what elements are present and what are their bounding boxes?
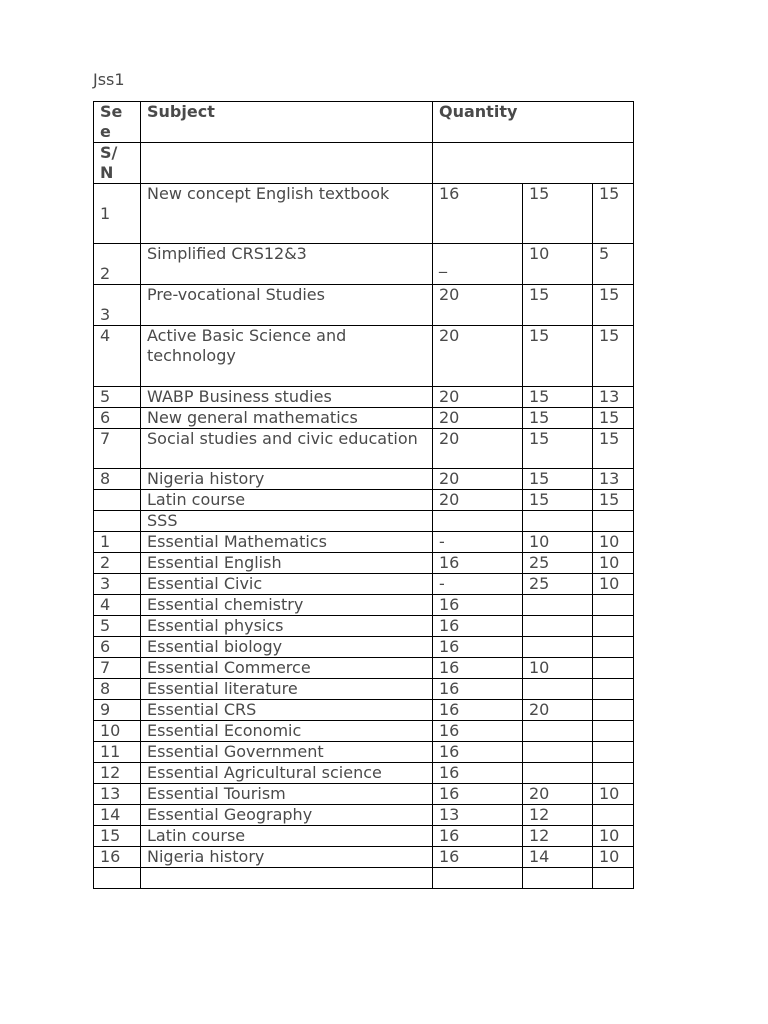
subject-cell: Essential literature [141,679,433,700]
quantity-cell [523,595,593,616]
subject-cell: Simplified CRS12&3 [141,244,433,285]
serial-number-cell: 12 [94,763,141,784]
table-row [94,387,634,408]
subject-cell: Social studies and civic education [141,429,433,469]
subject-cell: Essential physics [141,616,433,637]
table-row [94,553,634,574]
quantity-cell [523,637,593,658]
quantity-cell: 16 [433,721,523,742]
subject-cell: Latin course [141,826,433,847]
document-title: Jss1 [93,70,125,89]
serial-number-cell: 1 [94,184,141,244]
serial-number-cell: 6 [94,637,141,658]
quantity-cell: 10 [593,574,634,595]
quantity-cell [593,595,634,616]
serial-number-cell: 15 [94,826,141,847]
quantity-cell: 16 [433,616,523,637]
quantity-cell: 16 [433,826,523,847]
serial-number-cell: 11 [94,742,141,763]
empty-cell [433,868,523,889]
empty-cell [141,143,433,184]
quantity-cell: 20 [433,326,523,387]
book-quantity-table [93,101,634,889]
serial-number-cell: 7 [94,658,141,679]
quantity-cell: - [433,532,523,553]
quantity-cell: 20 [433,429,523,469]
table-row [94,429,634,469]
quantity-cell: - [433,574,523,595]
subject-cell: Nigeria history [141,847,433,868]
serial-number-cell: 2 [94,553,141,574]
empty-cell [94,511,141,532]
quantity-cell: 12 [523,826,593,847]
quantity-cell: 15 [523,469,593,490]
table-row [94,784,634,805]
quantity-cell: 16 [433,679,523,700]
quantity-cell: 15 [523,408,593,429]
quantity-cell: 16 [433,847,523,868]
table-row [94,805,634,826]
quantity-cell: 20 [523,784,593,805]
quantity-cell: 16 [433,742,523,763]
quantity-cell [593,637,634,658]
table-row [94,763,634,784]
table-row [94,408,634,429]
table-row [94,326,634,387]
subject-cell: Essential Agricultural science [141,763,433,784]
quantity-cell: 10 [523,532,593,553]
quantity-cell: 25 [523,553,593,574]
serial-number-cell: 14 [94,805,141,826]
table-row [94,285,634,326]
serial-number-cell: 13 [94,784,141,805]
quantity-cell: 10 [523,658,593,679]
subject-cell: New general mathematics [141,408,433,429]
quantity-cell: 15 [593,490,634,511]
quantity-cell [523,763,593,784]
table-row [94,469,634,490]
quantity-cell [593,742,634,763]
quantity-cell [593,721,634,742]
quantity-cell [593,763,634,784]
quantity-cell: 20 [433,469,523,490]
subject-cell: WABP Business studies [141,387,433,408]
section-label: SSS [141,511,433,532]
serial-number-cell: 16 [94,847,141,868]
quantity-cell: 15 [593,184,634,244]
serial-number-header-cell: S/ N [94,143,141,184]
quantity-cell: _ [433,244,523,285]
subject-cell: Essential Economic [141,721,433,742]
quantity-cell: 5 [593,244,634,285]
table-row [94,721,634,742]
quantity-cell: 15 [523,184,593,244]
quantity-cell: 15 [593,326,634,387]
quantity-cell: 20 [523,700,593,721]
empty-cell [593,511,634,532]
quantity-cell: 15 [523,429,593,469]
quantity-cell: 12 [523,805,593,826]
quantity-cell: 16 [433,658,523,679]
table-row [94,700,634,721]
subject-cell: Essential Mathematics [141,532,433,553]
table-row [94,490,634,511]
serial-number-cell: 5 [94,387,141,408]
empty-cell [94,868,141,889]
quantity-cell: 16 [433,700,523,721]
table-subheader-row [94,143,634,184]
quantity-cell: 20 [433,285,523,326]
quantity-cell: 15 [593,285,634,326]
quantity-cell: 25 [523,574,593,595]
serial-number-cell: 5 [94,616,141,637]
table-row [94,532,634,553]
quantity-cell: 14 [523,847,593,868]
quantity-cell: 16 [433,763,523,784]
quantity-cell: 16 [433,595,523,616]
quantity-cell: 13 [593,469,634,490]
table-row [94,574,634,595]
serial-number-cell: 3 [94,574,141,595]
quantity-cell [523,616,593,637]
quantity-cell: 15 [523,285,593,326]
serial-number-cell: 6 [94,408,141,429]
subject-cell: Essential Geography [141,805,433,826]
quantity-cell: 15 [593,408,634,429]
quantity-header-cell: Quantity [433,102,634,143]
subject-cell: Essential chemistry [141,595,433,616]
serial-number-cell: 10 [94,721,141,742]
subject-cell: New concept English textbook [141,184,433,244]
subject-cell: Essential Government [141,742,433,763]
subject-cell: Essential Civic [141,574,433,595]
quantity-cell [593,616,634,637]
quantity-cell: 16 [433,184,523,244]
section-row [94,511,634,532]
subject-cell: Essential Tourism [141,784,433,805]
quantity-cell: 10 [593,847,634,868]
table-row [94,868,634,889]
empty-cell [523,511,593,532]
quantity-cell: 16 [433,553,523,574]
quantity-cell [523,679,593,700]
quantity-cell: 10 [593,532,634,553]
empty-cell [523,868,593,889]
subject-cell: Active Basic Science and technology [141,326,433,387]
subject-cell: Latin course [141,490,433,511]
empty-cell [433,511,523,532]
quantity-cell [593,700,634,721]
subject-cell: Essential biology [141,637,433,658]
subject-cell: Essential Commerce [141,658,433,679]
sss-rows [94,532,634,868]
quantity-cell: 10 [593,784,634,805]
table-row [94,595,634,616]
quantity-cell: 10 [523,244,593,285]
quantity-cell: 16 [433,637,523,658]
quantity-cell: 15 [523,490,593,511]
serial-number-cell: 3 [94,285,141,326]
empty-cell [593,868,634,889]
quantity-cell: 13 [593,387,634,408]
serial-number-cell: 8 [94,679,141,700]
subject-cell: Nigeria history [141,469,433,490]
quantity-cell: 20 [433,408,523,429]
quantity-cell [593,679,634,700]
table-row [94,637,634,658]
serial-number-cell: 4 [94,326,141,387]
quantity-cell: 10 [593,826,634,847]
quantity-cell: 10 [593,553,634,574]
quantity-cell: 20 [433,387,523,408]
quantity-cell: 15 [523,387,593,408]
quantity-cell: 20 [433,490,523,511]
quantity-cell: 15 [593,429,634,469]
table-row [94,742,634,763]
table-row [94,244,634,285]
quantity-cell [523,721,593,742]
table-header-row [94,102,634,143]
table-row [94,616,634,637]
serial-number-cell: 9 [94,700,141,721]
table-row [94,658,634,679]
subject-cell: Essential CRS [141,700,433,721]
quantity-cell [593,805,634,826]
table-row [94,826,634,847]
subject-header-cell: Subject [141,102,433,143]
empty-cell [141,868,433,889]
serial-number-cell: 7 [94,429,141,469]
quantity-cell: 16 [433,784,523,805]
quantity-cell [593,658,634,679]
table-row [94,679,634,700]
serial-number-cell [94,490,141,511]
serial-number-cell: 1 [94,532,141,553]
quantity-cell: 13 [433,805,523,826]
serial-header-cell: Se e [94,102,141,143]
quantity-cell: 15 [523,326,593,387]
table-row [94,184,634,244]
table-row [94,847,634,868]
subject-cell: Pre-vocational Studies [141,285,433,326]
serial-number-cell: 2 [94,244,141,285]
quantity-cell [523,742,593,763]
serial-number-cell: 4 [94,595,141,616]
empty-cell [433,143,634,184]
subject-cell: Essential English [141,553,433,574]
serial-number-cell: 8 [94,469,141,490]
